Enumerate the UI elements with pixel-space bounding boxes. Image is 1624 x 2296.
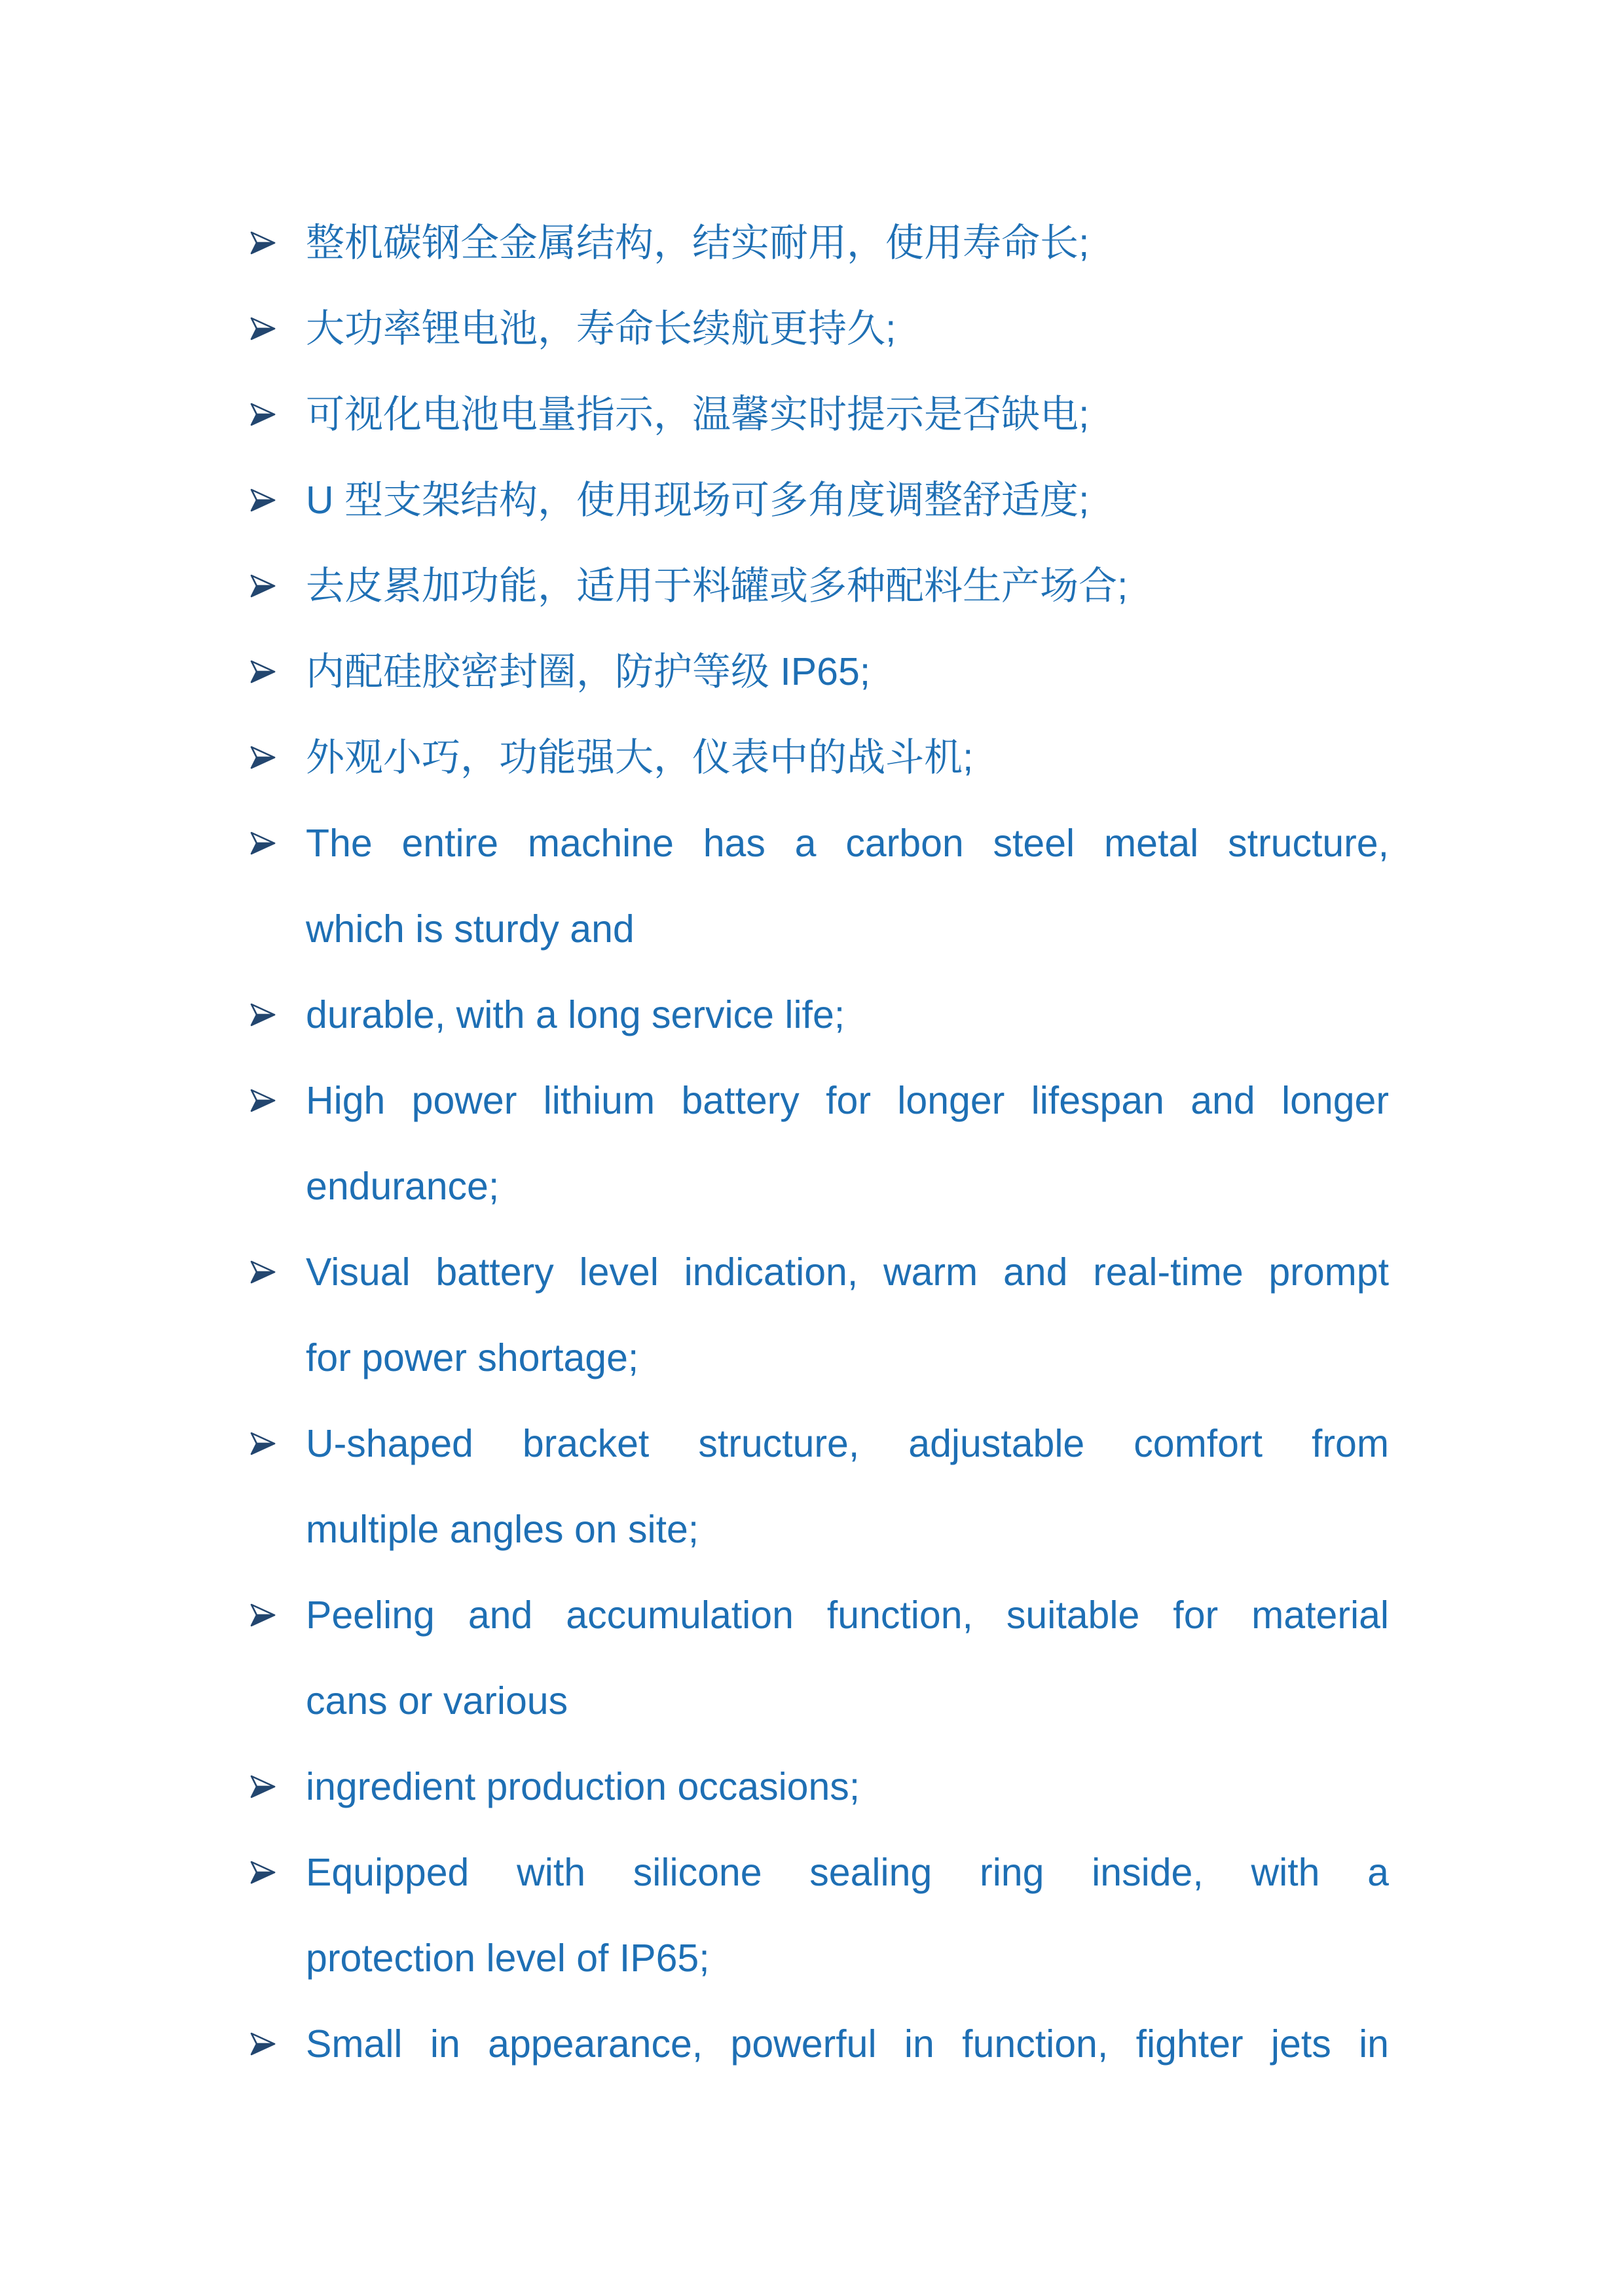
arrowhead-bullet-icon (249, 1432, 276, 1455)
text-line: Small in appearance, powerful in function, fighter jets in (306, 2022, 1389, 2066)
text-line: 内配硅胶密封圈，防护等级 IP65; (306, 650, 871, 693)
arrowhead-bullet-icon (249, 317, 276, 340)
arrowhead-bullet-icon (249, 1775, 276, 1798)
list-item (0, 1230, 1624, 1401)
text-line: High power lithium battery for longer lifespan and longer (306, 1079, 1389, 1122)
text-line: 去皮累加功能，适用于料罐或多种配料生产场合; (306, 564, 1128, 608)
arrowhead-bullet-icon (249, 574, 276, 598)
list-item (0, 543, 1624, 629)
text-line: U 型支架结构，使用现场可多角度调整舒适度; (306, 479, 1090, 522)
list-item-text (306, 1230, 1389, 1401)
text-line: durable, with a long service life; (306, 993, 845, 1036)
list-item-text (306, 1573, 1389, 1744)
list-item (0, 1830, 1624, 2001)
arrowhead-bullet-icon (249, 231, 276, 255)
arrowhead-bullet-icon (249, 2032, 276, 2056)
list-item-text (306, 1744, 1389, 1830)
list-item (0, 372, 1624, 458)
text-line: Peeling and accumulation function, suitable for material (306, 1594, 1389, 1637)
list-item (0, 801, 1624, 972)
text-line: cans or various (306, 1679, 568, 1722)
arrowhead-bullet-icon (249, 1260, 276, 1284)
text-line: 整机碳钢全金属结构，结实耐用，使用寿命长; (306, 221, 1090, 264)
list-item-text (306, 2001, 1389, 2087)
arrowhead-bullet-icon (249, 403, 276, 426)
arrowhead-bullet-icon (249, 1089, 276, 1112)
list-item-text (306, 1058, 1389, 1230)
list-item (0, 1744, 1624, 1830)
arrowhead-bullet-icon (249, 660, 276, 683)
arrowhead-bullet-icon (249, 1861, 276, 1884)
list-item (0, 972, 1624, 1058)
text-line: 可视化电池电量指示，温馨实时提示是否缺电; (306, 393, 1090, 436)
text-line: U-shaped bracket structure, adjustable comfort from (306, 1422, 1389, 1465)
list-item (0, 2001, 1624, 2087)
list-item (0, 1058, 1624, 1230)
arrowhead-bullet-icon (249, 831, 276, 855)
list-item-text (306, 543, 1389, 629)
list-item-text (306, 458, 1389, 543)
text-line: endurance; (306, 1165, 500, 1208)
list-item-text (306, 801, 1389, 972)
arrowhead-bullet-icon (249, 488, 276, 512)
text-line: Equipped with silicone sealing ring inside, with a (306, 1851, 1389, 1894)
list-item-text (306, 972, 1389, 1058)
list-item (0, 286, 1624, 372)
text-line: ingredient production occasions; (306, 1765, 860, 1808)
text-line: protection level of IP65; (306, 1937, 710, 1980)
feature-list (0, 200, 1624, 2087)
arrowhead-bullet-icon (249, 1003, 276, 1027)
text-line: 大功率锂电池，寿命长续航更持久; (306, 307, 896, 350)
list-item (0, 458, 1624, 543)
list-item-text (306, 286, 1389, 372)
arrowhead-bullet-icon (249, 746, 276, 769)
list-item-text (306, 629, 1389, 715)
list-item (0, 715, 1624, 801)
arrowhead-bullet-icon (249, 1603, 276, 1627)
text-line: for power shortage; (306, 1336, 639, 1379)
text-line: multiple angles on site; (306, 1508, 699, 1551)
list-item (0, 1401, 1624, 1573)
list-item-text (306, 1401, 1389, 1573)
text-line: The entire machine has a carbon steel metal structure, (306, 822, 1389, 865)
list-item-text (306, 200, 1389, 286)
list-item (0, 200, 1624, 286)
list-item-text (306, 715, 1389, 801)
text-line: Visual battery level indication, warm and real-time prompt (306, 1250, 1389, 1294)
list-item (0, 629, 1624, 715)
list-item (0, 1573, 1624, 1744)
text-line: which is sturdy and (306, 907, 635, 951)
list-item-text (306, 1830, 1389, 2001)
text-line: 外观小巧，功能强大，仪表中的战斗机; (306, 736, 974, 779)
list-item-text (306, 372, 1389, 458)
